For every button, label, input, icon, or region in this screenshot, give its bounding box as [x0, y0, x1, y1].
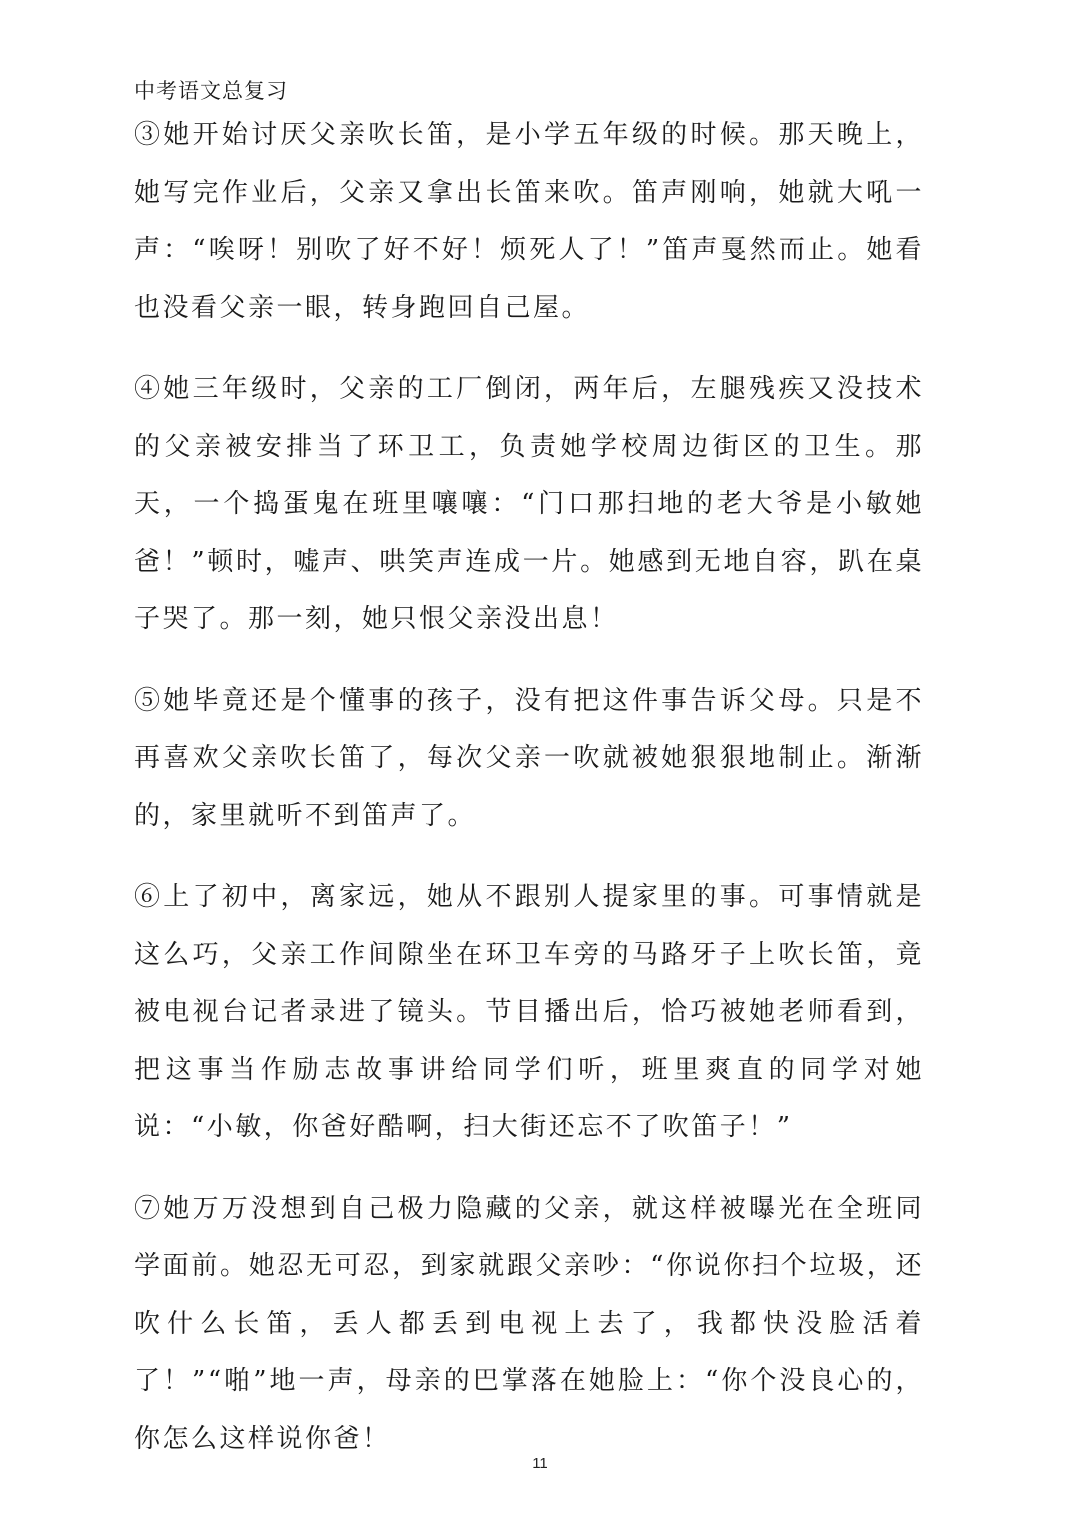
document-header: 中考语文总复习: [134, 79, 288, 103]
page-number: 11: [532, 1455, 548, 1472]
paragraph-4: ④她三年级时，父亲的工厂倒闭，两年后，左腿残疾又没技术的父亲被安排当了环卫工，负责她学校周边街区的卫生。那天，一个捣蛋鬼在班里嚷嚷：“门口那扫地的老大爷是小敏她爸！”顿时，嘘声、哄笑声连成一片。她感到无地自容，趴在桌子哭了。那一刻，她只恨父亲没出息！: [134, 374, 924, 634]
paragraph-7: ⑦她万万没想到自己极力隐藏的父亲，就这样被曝光在全班同学面前。她忍无可忍，到家就跟父亲吵：“你说你扫个垃圾，还吹什么长笛，丢人都丢到电视上去了，我都快没脸活着了！”“啪”地一声，母亲的巴掌落在她脸上：“你个没良心的，你怎么这样说你爸！: [134, 1193, 924, 1454]
article-body: [134, 107, 924, 1468]
paragraph-3: ③她开始讨厌父亲吹长笛，是小学五年级的时候。那天晚上，她写完作业后，父亲又拿出长笛来吹。笛声刚响，她就大吼一声：“唉呀！别吹了好不好！烦死人了！”笛声戛然而止。她看也没看父亲一眼，转身跑回自己屋。: [134, 120, 924, 323]
paragraph-5: ⑤她毕竟还是个懂事的孩子，没有把这件事告诉父母。只是不再喜欢父亲吹长笛了，每次父亲一吹就被她狠狠地制止。渐渐的，家里就听不到笛声了。: [134, 685, 924, 831]
paragraph-6: ⑥上了初中，离家远，她从不跟别人提家里的事。可事情就是这么巧，父亲工作间隙坐在环卫车旁的马路牙子上吹长笛，竟被电视台记者录进了镜头。节目播出后，恰巧被她老师看到，把这事当作励志故事讲给同学们听，班里爽直的同学对她说：“小敏，你爸好酷啊，扫大街还忘不了吹笛子！”: [134, 882, 924, 1142]
